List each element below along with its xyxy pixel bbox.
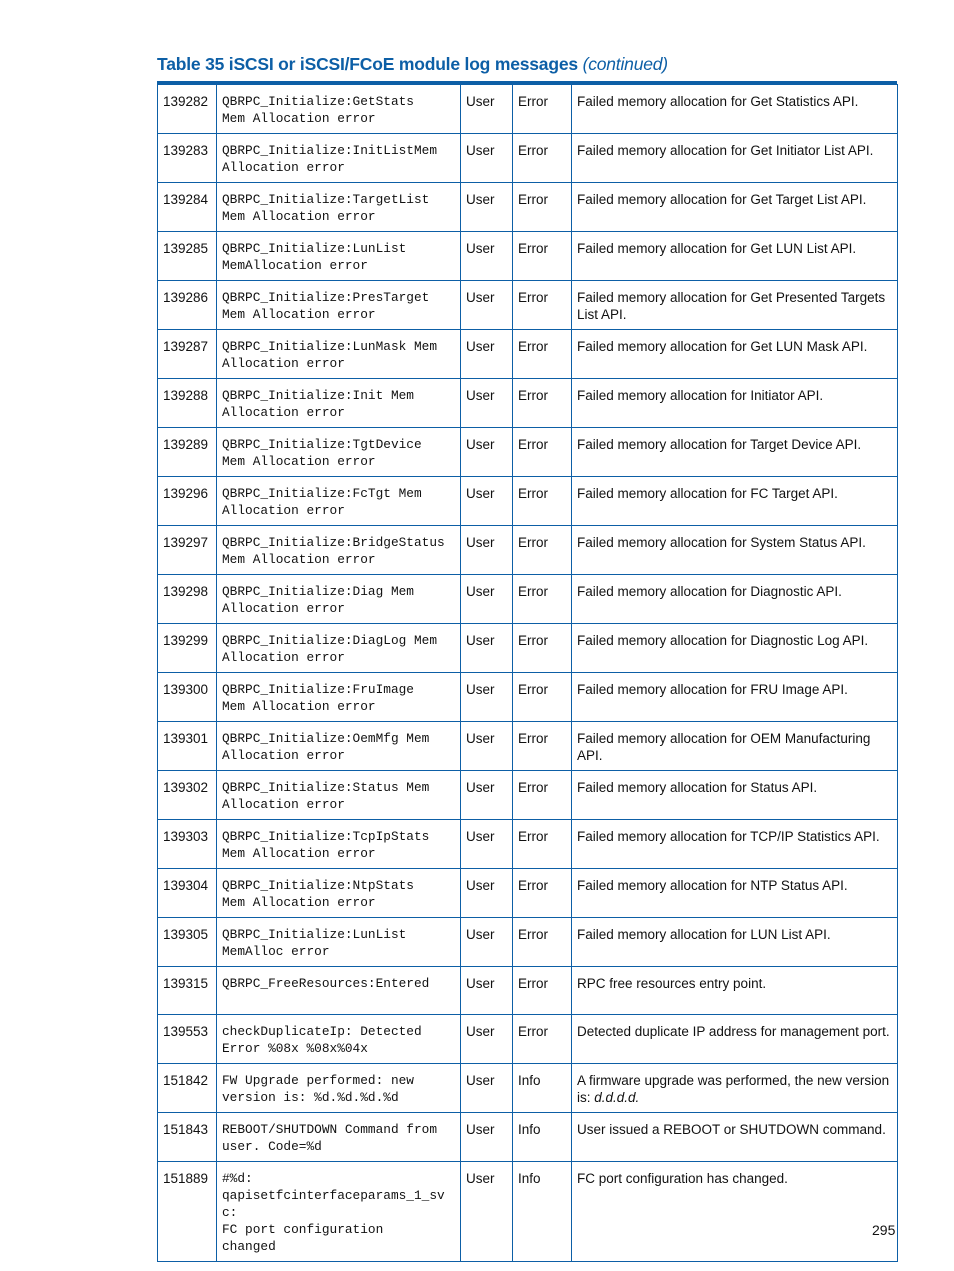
message-text-cell: QBRPC_Initialize:NtpStats Mem Allocation error: [217, 869, 461, 918]
message-description-cell: Detected duplicate IP address for management port.: [572, 1015, 898, 1064]
message-description-cell: Failed memory allocation for FRU Image API.: [572, 673, 898, 722]
message-type-cell: User: [461, 967, 513, 1015]
message-description-cell: Failed memory allocation for Get Target List API.: [572, 183, 898, 232]
table-title-continued: (continued): [582, 54, 668, 74]
table-row: [158, 232, 898, 281]
message-code-cell: 139315: [158, 967, 217, 1015]
message-text-cell: QBRPC_Initialize:LunList MemAlloc error: [217, 918, 461, 967]
message-code-cell: 139553: [158, 1015, 217, 1064]
message-description-cell: Failed memory allocation for Target Device API.: [572, 428, 898, 477]
message-level-cell: Info: [513, 1113, 572, 1162]
message-code-cell: 139298: [158, 575, 217, 624]
message-description-cell: Failed memory allocation for System Status API.: [572, 526, 898, 575]
message-level-cell: Error: [513, 379, 572, 428]
message-description-cell: Failed memory allocation for Get Initiator List API.: [572, 134, 898, 183]
message-code-cell: 139299: [158, 624, 217, 673]
message-description-cell: Failed memory allocation for Get Statistics API.: [572, 85, 898, 134]
table-row: [158, 771, 898, 820]
table-row: [158, 428, 898, 477]
message-description-cell: Failed memory allocation for Diagnostic API.: [572, 575, 898, 624]
message-level-cell: Info: [513, 1064, 572, 1113]
table-row: [158, 918, 898, 967]
message-code-cell: 151842: [158, 1064, 217, 1113]
message-code-cell: 139288: [158, 379, 217, 428]
table-row: [158, 477, 898, 526]
message-code-cell: 139305: [158, 918, 217, 967]
message-level-cell: Error: [513, 134, 572, 183]
message-code-cell: 139282: [158, 85, 217, 134]
message-type-cell: User: [461, 379, 513, 428]
message-level-cell: Error: [513, 477, 572, 526]
table-row: [158, 722, 898, 771]
message-type-cell: User: [461, 918, 513, 967]
table-row: [158, 183, 898, 232]
message-type-cell: User: [461, 722, 513, 771]
message-level-cell: Error: [513, 1015, 572, 1064]
page-number: 295: [872, 1222, 896, 1238]
message-level-cell: Error: [513, 722, 572, 771]
message-text-cell: QBRPC_Initialize:GetStats Mem Allocation error: [217, 85, 461, 134]
log-messages-table: [157, 84, 898, 1262]
message-level-cell: Error: [513, 183, 572, 232]
table-row: [158, 379, 898, 428]
message-code-cell: 139287: [158, 330, 217, 379]
message-type-cell: User: [461, 820, 513, 869]
table-row: [158, 869, 898, 918]
message-type-cell: User: [461, 1064, 513, 1113]
message-type-cell: User: [461, 1113, 513, 1162]
message-text-cell: QBRPC_Initialize:TargetList Mem Allocation error: [217, 183, 461, 232]
message-level-cell: Error: [513, 526, 572, 575]
message-text-cell: QBRPC_Initialize:FcTgt Mem Allocation error: [217, 477, 461, 526]
message-type-cell: User: [461, 869, 513, 918]
table-row: [158, 1015, 898, 1064]
message-text-cell: REBOOT/SHUTDOWN Command from user. Code=%d: [217, 1113, 461, 1162]
message-description-cell: Failed memory allocation for TCP/IP Statistics API.: [572, 820, 898, 869]
table-title: [157, 54, 668, 75]
message-code-cell: 139303: [158, 820, 217, 869]
message-code-cell: 151889: [158, 1162, 217, 1262]
message-text-cell: checkDuplicateIp: Detected Error %08x %08x%04x: [217, 1015, 461, 1064]
message-text-cell: QBRPC_Initialize:TgtDevice Mem Allocation error: [217, 428, 461, 477]
message-type-cell: User: [461, 134, 513, 183]
message-level-cell: Error: [513, 967, 572, 1015]
message-text-cell: QBRPC_Initialize:LunMask Mem Allocation error: [217, 330, 461, 379]
message-text-cell: QBRPC_Initialize:DiagLog Mem Allocation error: [217, 624, 461, 673]
table-row: [158, 1162, 898, 1262]
description-text: A firmware upgrade was performed, the new version is:: [577, 1073, 890, 1105]
message-level-cell: Error: [513, 281, 572, 330]
table-title-main: Table 35 iSCSI or iSCSI/FCoE module log messages: [157, 54, 578, 74]
table-row: [158, 575, 898, 624]
message-type-cell: User: [461, 526, 513, 575]
message-text-cell: QBRPC_Initialize:Status Mem Allocation error: [217, 771, 461, 820]
message-description-cell: FC port configuration has changed.: [572, 1162, 898, 1262]
description-version-format: d.d.d.d.: [594, 1090, 640, 1105]
message-code-cell: 139284: [158, 183, 217, 232]
message-type-cell: User: [461, 673, 513, 722]
message-description-cell: Failed memory allocation for Get LUN List API.: [572, 232, 898, 281]
table-row: [158, 85, 898, 134]
message-code-cell: 139300: [158, 673, 217, 722]
message-text-cell: QBRPC_Initialize:OemMfg Mem Allocation error: [217, 722, 461, 771]
message-text-cell: QBRPC_Initialize:PresTarget Mem Allocation error: [217, 281, 461, 330]
message-text-cell: QBRPC_Initialize:Diag Mem Allocation error: [217, 575, 461, 624]
message-description-cell: [572, 1064, 898, 1113]
message-type-cell: User: [461, 575, 513, 624]
message-description-cell: Failed memory allocation for FC Target API.: [572, 477, 898, 526]
message-level-cell: Error: [513, 428, 572, 477]
message-type-cell: User: [461, 428, 513, 477]
message-level-cell: Error: [513, 918, 572, 967]
message-type-cell: User: [461, 771, 513, 820]
message-description-cell: User issued a REBOOT or SHUTDOWN command.: [572, 1113, 898, 1162]
message-code-cell: 139289: [158, 428, 217, 477]
message-description-cell: Failed memory allocation for Get Presented Targets List API.: [572, 281, 898, 330]
message-code-cell: 139301: [158, 722, 217, 771]
message-code-cell: 139286: [158, 281, 217, 330]
message-type-cell: User: [461, 85, 513, 134]
message-code-cell: 139297: [158, 526, 217, 575]
message-description-cell: Failed memory allocation for Initiator API.: [572, 379, 898, 428]
message-text-cell: #%d: qapisetfcinterfaceparams_1_svc: FC port configuration changed: [217, 1162, 461, 1262]
message-text-cell: QBRPC_Initialize:InitListMem Allocation error: [217, 134, 461, 183]
table-row: [158, 526, 898, 575]
message-text-cell: QBRPC_Initialize:FruImage Mem Allocation error: [217, 673, 461, 722]
message-description-cell: Failed memory allocation for Get LUN Mask API.: [572, 330, 898, 379]
message-level-cell: Error: [513, 820, 572, 869]
message-type-cell: User: [461, 330, 513, 379]
message-level-cell: Error: [513, 869, 572, 918]
message-text-cell: FW Upgrade performed: new version is: %d.%d.%d.%d: [217, 1064, 461, 1113]
message-type-cell: User: [461, 477, 513, 526]
message-level-cell: Error: [513, 771, 572, 820]
message-level-cell: Error: [513, 575, 572, 624]
message-description-cell: Failed memory allocation for Status API.: [572, 771, 898, 820]
table-row: [158, 330, 898, 379]
table-row: [158, 134, 898, 183]
message-description-cell: Failed memory allocation for OEM Manufacturing API.: [572, 722, 898, 771]
message-description-cell: Failed memory allocation for NTP Status API.: [572, 869, 898, 918]
message-type-cell: User: [461, 281, 513, 330]
message-description-cell: Failed memory allocation for LUN List API.: [572, 918, 898, 967]
message-level-cell: Error: [513, 673, 572, 722]
message-code-cell: 139285: [158, 232, 217, 281]
message-code-cell: 151843: [158, 1113, 217, 1162]
message-text-cell: QBRPC_Initialize:Init Mem Allocation error: [217, 379, 461, 428]
table-row: [158, 967, 898, 1015]
table-row: [158, 281, 898, 330]
table-row: [158, 1113, 898, 1162]
message-type-cell: User: [461, 1162, 513, 1262]
table-row: [158, 673, 898, 722]
message-level-cell: Error: [513, 85, 572, 134]
message-text-cell: QBRPC_Initialize:BridgeStatus Mem Allocation error: [217, 526, 461, 575]
message-type-cell: User: [461, 624, 513, 673]
message-description-cell: Failed memory allocation for Diagnostic Log API.: [572, 624, 898, 673]
message-text-cell: QBRPC_Initialize:TcpIpStats Mem Allocation error: [217, 820, 461, 869]
message-level-cell: Error: [513, 232, 572, 281]
table-row: [158, 820, 898, 869]
message-level-cell: Info: [513, 1162, 572, 1262]
message-code-cell: 139296: [158, 477, 217, 526]
message-description-cell: RPC free resources entry point.: [572, 967, 898, 1015]
message-text-cell: QBRPC_FreeResources:Entered: [217, 967, 461, 1015]
message-text-cell: QBRPC_Initialize:LunList MemAllocation error: [217, 232, 461, 281]
table-row: [158, 624, 898, 673]
message-code-cell: 139302: [158, 771, 217, 820]
message-level-cell: Error: [513, 330, 572, 379]
message-type-cell: User: [461, 1015, 513, 1064]
message-type-cell: User: [461, 183, 513, 232]
message-code-cell: 139283: [158, 134, 217, 183]
message-type-cell: User: [461, 232, 513, 281]
message-level-cell: Error: [513, 624, 572, 673]
table-row: [158, 1064, 898, 1113]
message-code-cell: 139304: [158, 869, 217, 918]
